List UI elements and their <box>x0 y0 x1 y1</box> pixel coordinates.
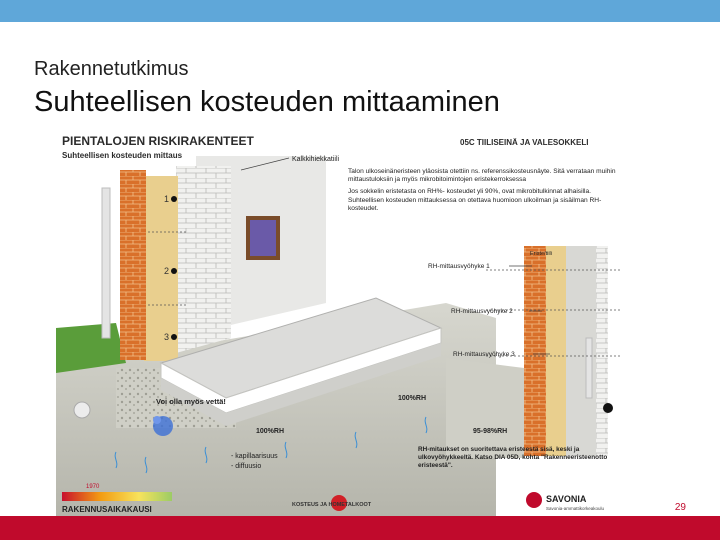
water-note: Voi olla myös vettä! <box>156 397 226 406</box>
structure-illustration <box>56 128 631 516</box>
pipe-end-icon <box>74 402 90 418</box>
era-gradient-bar <box>62 492 172 501</box>
page-number: 29 <box>674 502 686 513</box>
svg-text:SAVONIA: SAVONIA <box>546 494 587 504</box>
drainpipe <box>102 188 110 338</box>
right-heading: 05C TIILISEINÄ JA VALESOKKELI <box>460 138 589 147</box>
block-wall <box>176 166 231 353</box>
measurement-note: RH-mitaukset on suoritettava eristeestä sisä, keski ja ulkovyöhykkeeltä. Katso DIA 05D, kohta "Rakenneeristeenotto eristeestä". <box>418 446 608 469</box>
era-label: RAKENNUSAIKAKAUSI <box>62 505 152 514</box>
legend-capillary: - kapillaarisuus <box>231 453 278 460</box>
rh-zone-1: RH-mittausvyöhyke 1 <box>428 263 490 270</box>
wall-material-label: Kalkkihiekkatiili <box>292 156 340 163</box>
svg-text:Savonia-ammattikorkeakoulu: Savonia-ammattikorkeakoulu <box>546 506 605 511</box>
svg-text:2: 2 <box>164 266 170 276</box>
slide-kicker: Rakennetutkimus <box>34 58 189 80</box>
window <box>248 218 278 258</box>
svg-text:1: 1 <box>164 194 170 204</box>
detail-label: Eriste/tiili <box>530 251 553 257</box>
description-text-1: Talon ulkoseinäneristeen yläosista otettiin ns. referenssikosteusnäyte. Sitä verrataan muihin mittaustuloksiin ja myös mikrobitoimintojen eristekerroksessa <box>348 168 616 184</box>
svg-text:KOSTEUS JA HOMETALKOOT: KOSTEUS JA HOMETALKOOT <box>292 502 372 508</box>
brick-facade <box>120 170 146 360</box>
water-spot-icon <box>153 416 173 436</box>
legend-diffusion: - diffuusio <box>231 463 262 470</box>
svg-text:3: 3 <box>164 332 170 342</box>
figure-subheading: Suhteellisen kosteuden mittaus <box>62 151 183 160</box>
rh-95-label: 95-98%RH <box>473 428 508 435</box>
rh-100-label-ground: 100%RH <box>256 428 285 435</box>
figure-heading: PIENTALOJEN RISKIRAKENTEET <box>62 134 254 148</box>
savonia-logo <box>526 492 605 511</box>
top-accent-bar <box>0 0 720 22</box>
era-year: 1970 <box>86 484 100 490</box>
rh-zone-2: RH-mittausvyöhyke 2 <box>451 308 513 315</box>
bottom-accent-bar <box>0 516 720 540</box>
slide-title: Suhteellisen kosteuden mittaaminen <box>34 86 500 118</box>
rh-100-label-slab: 100%RH <box>398 395 427 402</box>
description-text-2: Jos sokkelin eristetasta on RH%- kosteudet yli 90%, ovat mikrobitulkinnat alhaisilla. Suhteellisen kosteuden mittauksessa on otettava huomioon ulkoilman ja sisäilman RH-kosteudet. <box>348 188 602 212</box>
rh-zone-3: RH-mittausvyöhyke 3 <box>453 351 515 358</box>
